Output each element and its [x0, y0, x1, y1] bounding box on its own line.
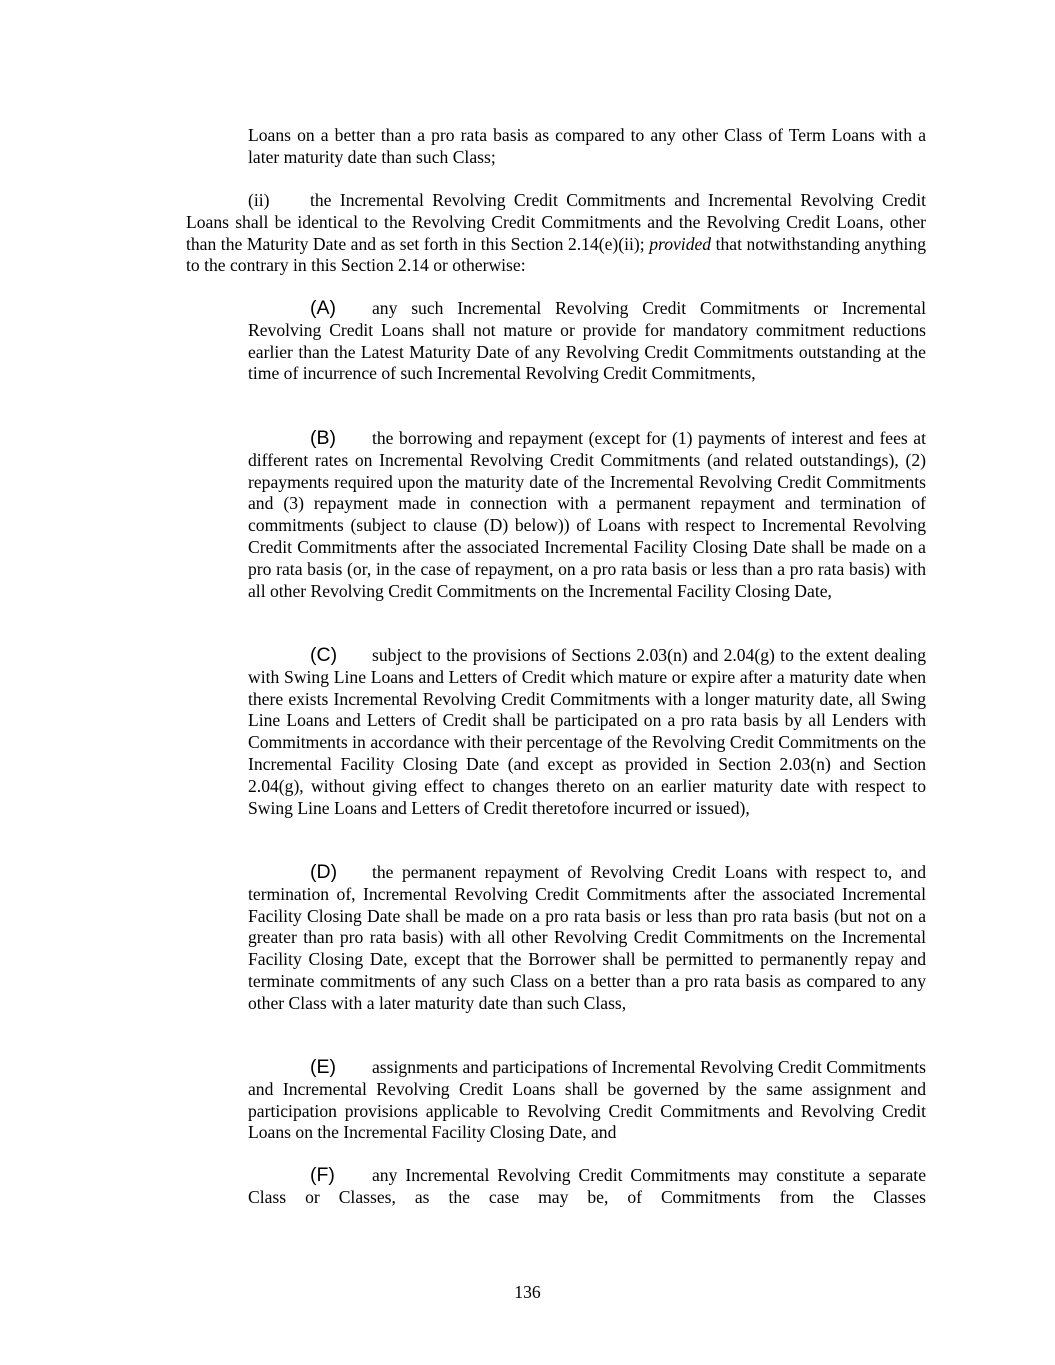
subclause-c-letter: (C) [310, 644, 338, 666]
page-number: 136 [514, 1282, 541, 1302]
subclause-b-text: the borrowing and repayment (except for (1) payments of interest and fees at different rates on Incremental Revolving Credit Commitments (and related outstandings), (2) repayments required upon the maturity date of the Incremental Revolving Credit Commitments and (3) repayment made in connection with a permanent repayment and termination of commitments (subject to clause (D) below)) of Loans with respect to Incremental Revolving Credit Commitments after the associated Incremental Facility Closing Date shall be made on a pro rata basis (or, in the case of repayment, on a pro rata basis or less than a pro rata basis) with all other Revolving Credit Commitments on the Incremental Facility Closing Date, [248, 428, 926, 601]
subclause-f [248, 1165, 926, 1209]
subclause-d-letter: (D) [310, 861, 338, 883]
subclause-b [248, 428, 926, 602]
subclause-a-letter: (A) [310, 297, 336, 319]
subclause-e [248, 1057, 926, 1144]
clause-ii-provided: provided [649, 233, 712, 254]
clause-ii-paragraph [186, 190, 926, 277]
subclause-f-letter: (F) [310, 1164, 335, 1186]
subclause-a-text: any such Incremental Revolving Credit Commitments or Incremental Revolving Credit Loans shall not mature or provide for mandatory commitment reductions earlier than the Latest Maturity Date of any Revolving Credit Commitments outstanding at the time of incurrence of such Incremental Revolving Credit Commitments, [248, 298, 926, 384]
subclause-d [248, 862, 926, 1015]
clause-ii-text-before: the Incremental Revolving Credit Commitments and Incremental Revolving Credit Loans shall be identical to the Revolving Credit Commitments and the Revolving Credit Loans, other than the Maturity Date and as set forth in this Section 2.14(e)(ii); [186, 190, 926, 254]
subclause-d-text: the permanent repayment of Revolving Credit Loans with respect to, and termination of, Incremental Revolving Credit Commitments after the associated Incremental Facility Closing Date shall be made on a pro rata basis or less than pro rata basis (but not on a greater than pro rata basis) with all other Revolving Credit Commitments on the Incremental Facility Closing Date, except that the Borrower shall be permitted to permanently repay and terminate commitments of any such Class on a better than a pro rata basis as compared to any other Class with a later maturity date than such Class, [248, 862, 926, 1013]
subclause-b-letter: (B) [310, 427, 336, 449]
subclause-e-text: assignments and participations of Incremental Revolving Credit Commitments and Incremental Revolving Credit Loans shall be governed by the same assignment and participation provisions applicable to Revolving Credit Commitments and Revolving Credit Loans on the Incremental Facility Closing Date, and [248, 1057, 926, 1143]
subclause-c-text: subject to the provisions of Sections 2.03(n) and 2.04(g) to the extent dealing with Swing Line Loans and Letters of Credit which mature or expire after a maturity date when there exists Incremental Revolving Credit Commitments with a longer maturity date, all Swing Line Loans and Letters of Credit shall be participated on a pro rata basis by all Lenders with Commitments in accordance with their percentage of the Revolving Credit Commitments on the Incremental Facility Closing Date (and except as provided in Section 2.03(n) and Section 2.04(g), without giving effect to changes thereto on an earlier maturity date with respect to Swing Line Loans and Letters of Credit theretofore incurred or issued), [248, 645, 926, 818]
subclause-f-text: any Incremental Revolving Credit Commitments may constitute a separate Class or Classes, as the case may be, of Commitments from the Classes [248, 1165, 926, 1207]
subclause-c [248, 645, 926, 819]
clause-ii-text-after: that notwithstanding anything to the contrary in this Section 2.14 or otherwise: [186, 233, 926, 276]
subclause-a [248, 298, 926, 385]
continuation-paragraph: Loans on a better than a pro rata basis as compared to any other Class of Term Loans with a later maturity date than such Class; [248, 125, 926, 167]
clause-ii-number: (ii) [248, 190, 270, 210]
subclause-e-letter: (E) [310, 1056, 336, 1078]
